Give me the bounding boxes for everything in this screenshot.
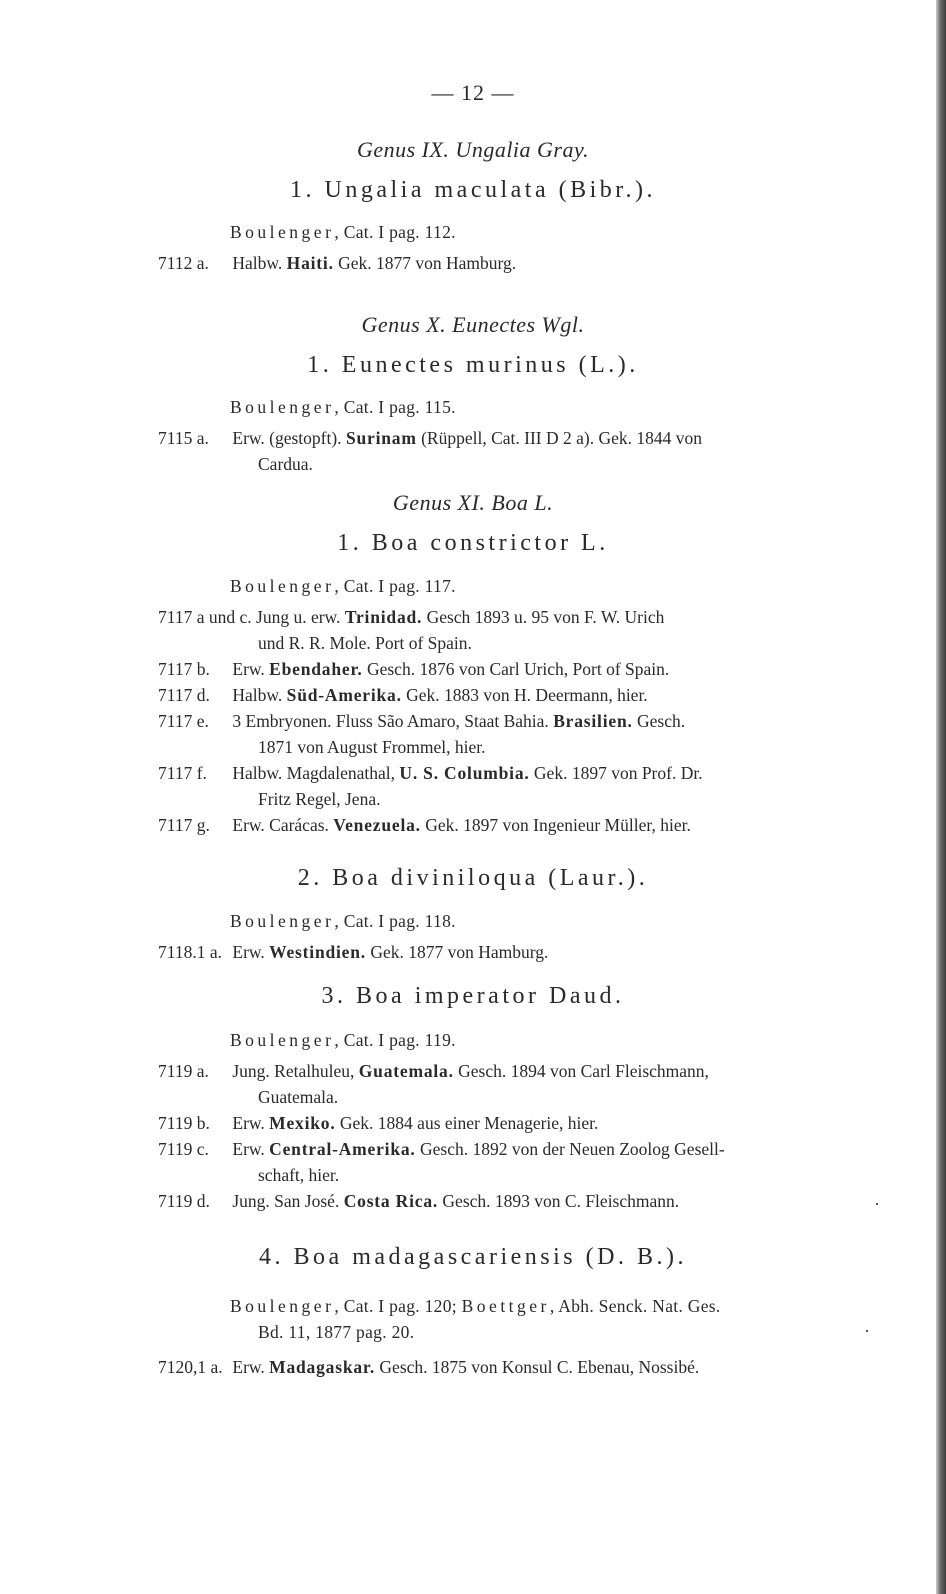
entry-number: 7117 g.	[158, 815, 210, 835]
entry-number: 7112 a.	[158, 253, 209, 273]
entry-locality: Mexiko.	[269, 1113, 336, 1133]
entry-locality: Haiti.	[286, 253, 334, 273]
ref-author: Boulenger	[230, 1030, 335, 1050]
entry-desc: Erw.	[232, 1139, 265, 1159]
reference-line	[230, 1030, 456, 1051]
ref-author: Boulenger	[230, 911, 335, 931]
entry-desc: Jung. Retalhuleu,	[232, 1061, 355, 1081]
entry-continuation: und R. R. Mole. Port of Spain.	[258, 633, 472, 653]
species-heading: 4. Boa madagascariensis (D. B.).	[259, 1244, 687, 1270]
entry-locality: Süd-Amerika.	[286, 685, 402, 705]
entry-source: Gesch.	[637, 711, 686, 731]
entry-source: Gesch. 1894 von Carl Fleischmann,	[458, 1061, 709, 1081]
entry-number: 7117 e.	[158, 711, 209, 731]
ref-author: Boulenger	[230, 1296, 335, 1316]
page-number: — 12 —	[431, 80, 515, 105]
entry-desc: Erw.	[232, 942, 265, 962]
entry-desc: Halbw.	[232, 685, 283, 705]
entry-source: Gesch 1893 u. 95 von F. W. Urich	[426, 607, 665, 627]
entry-source: (Rüppell, Cat. III D 2 a). Gek. 1844 von	[421, 428, 702, 448]
entry-source: Gek. 1897 von Prof. Dr.	[533, 763, 703, 783]
ref-text: , Cat. I pag. 117.	[334, 576, 456, 596]
entry-number: 7117 a und c.	[158, 607, 252, 627]
entry-continuation: Fritz Regel, Jena.	[258, 789, 381, 809]
ref-author-2: Boettger	[461, 1296, 550, 1316]
specimen-entry	[158, 425, 893, 477]
entry-locality: Ebendaher.	[269, 659, 363, 679]
reference-line	[230, 1293, 721, 1345]
ref-continuation: Bd. 11, 1877 pag. 20.	[258, 1322, 415, 1342]
species-heading: 1. Ungalia maculata (Bibr.).	[290, 177, 656, 203]
specimen-entry	[158, 760, 893, 812]
species-heading: 2. Boa diviniloqua (Laur.).	[297, 865, 649, 891]
genus-heading: Genus IX. Ungalia Gray.	[356, 137, 590, 162]
entry-locality: Trinidad.	[344, 607, 423, 627]
entry-desc: Halbw.	[232, 253, 283, 273]
entry-source: Gesch. 1892 von der Neuen Zoolog Gesell-	[419, 1139, 725, 1159]
entry-locality: U. S. Columbia.	[399, 763, 530, 783]
entry-continuation: Guatemala.	[258, 1087, 339, 1107]
ref-text: , Cat. I pag. 120;	[334, 1296, 462, 1316]
entry-source: Gek. 1897 von Ingenieur Müller, hier.	[425, 815, 691, 835]
entry-continuation: Cardua.	[258, 454, 313, 474]
ref-text: , Cat. I pag. 119.	[334, 1030, 456, 1050]
entry-locality: Surinam	[345, 428, 417, 448]
entry-number: 7119 a.	[158, 1061, 209, 1081]
print-speck	[866, 1330, 868, 1332]
entry-locality: Central-Amerika.	[269, 1139, 416, 1159]
specimen-entry	[158, 1136, 893, 1188]
entry-number: 7117 f.	[158, 763, 207, 783]
entry-source: Gek. 1877 von Hamburg.	[338, 253, 517, 273]
entry-source: Gesch. 1875 von Konsul C. Ebenau, Nossibé.	[379, 1357, 700, 1377]
specimen-entry	[158, 939, 893, 965]
entry-desc: 3 Embryonen. Fluss São Amaro, Staat Bahia.	[232, 711, 549, 731]
reference-line	[230, 222, 456, 243]
specimen-entry	[158, 250, 893, 276]
species-heading: 1. Eunectes murinus (L.).	[307, 352, 639, 378]
ref-text: , Cat. I pag. 115.	[334, 397, 456, 417]
entry-source: Gek. 1877 von Hamburg.	[370, 942, 549, 962]
entry-locality: Guatemala.	[358, 1061, 454, 1081]
entry-number: 7118.1 a.	[158, 942, 222, 962]
genus-heading: Genus X. Eunectes Wgl.	[361, 312, 585, 337]
entry-desc: Erw.	[232, 1357, 265, 1377]
entry-desc: Erw. Carácas.	[232, 815, 329, 835]
entry-locality: Venezuela.	[333, 815, 421, 835]
entry-desc: Erw.	[232, 659, 265, 679]
entry-number: 7119 d.	[158, 1191, 210, 1211]
entry-source: Gek. 1884 aus einer Menagerie, hier.	[339, 1113, 599, 1133]
entry-locality: Westindien.	[269, 942, 366, 962]
specimen-entry	[158, 1058, 893, 1110]
specimen-entry	[158, 1188, 893, 1214]
entry-number: 7117 b.	[158, 659, 210, 679]
entry-locality: Brasilien.	[553, 711, 633, 731]
entry-desc: Erw.	[232, 1113, 265, 1133]
entry-locality: Madagaskar.	[269, 1357, 376, 1377]
entry-number: 7119 b.	[158, 1113, 210, 1133]
species-heading: 3. Boa imperator Daud.	[321, 983, 625, 1009]
reference-line	[230, 911, 456, 932]
entry-number: 7117 d.	[158, 685, 210, 705]
ref-text: , Cat. I pag. 112.	[334, 222, 456, 242]
specimen-entry	[158, 604, 893, 656]
entry-source: Gek. 1883 von H. Deermann, hier.	[406, 685, 648, 705]
specimen-entry	[158, 812, 893, 838]
specimen-entry	[158, 682, 893, 708]
genus-heading: Genus XI. Boa L.	[392, 490, 554, 515]
entry-desc: Erw. (gestopft).	[232, 428, 342, 448]
specimen-entry	[158, 708, 893, 760]
entry-source: Gesch. 1876 von Carl Urich, Port of Spain.	[366, 659, 670, 679]
specimen-entry	[158, 656, 893, 682]
ref-text: , Cat. I pag. 118.	[334, 911, 456, 931]
entry-desc: Jung u. erw.	[256, 607, 341, 627]
specimen-entry	[158, 1110, 893, 1136]
entry-continuation: 1871 von August Frommel, hier.	[258, 737, 486, 757]
ref-text-2: , Abh. Senck. Nat. Ges.	[549, 1296, 721, 1316]
entry-locality: Costa Rica.	[343, 1191, 439, 1211]
entry-desc: Halbw. Magdalenathal,	[232, 763, 396, 783]
print-speck	[876, 1203, 878, 1205]
entry-continuation: schaft, hier.	[258, 1165, 340, 1185]
specimen-entry	[158, 1354, 893, 1380]
ref-author: Boulenger	[230, 576, 335, 596]
entry-number: 7120,1 a.	[158, 1357, 223, 1377]
reference-line	[230, 397, 456, 418]
page-binding-edge	[936, 0, 946, 1594]
ref-author: Boulenger	[230, 222, 335, 242]
entry-source: Gesch. 1893 von C. Fleischmann.	[442, 1191, 680, 1211]
entry-number: 7115 a.	[158, 428, 209, 448]
entry-desc: Jung. San José.	[232, 1191, 340, 1211]
species-heading: 1. Boa constrictor L.	[337, 530, 609, 556]
ref-author: Boulenger	[230, 397, 335, 417]
reference-line	[230, 576, 456, 597]
entry-number: 7119 c.	[158, 1139, 209, 1159]
